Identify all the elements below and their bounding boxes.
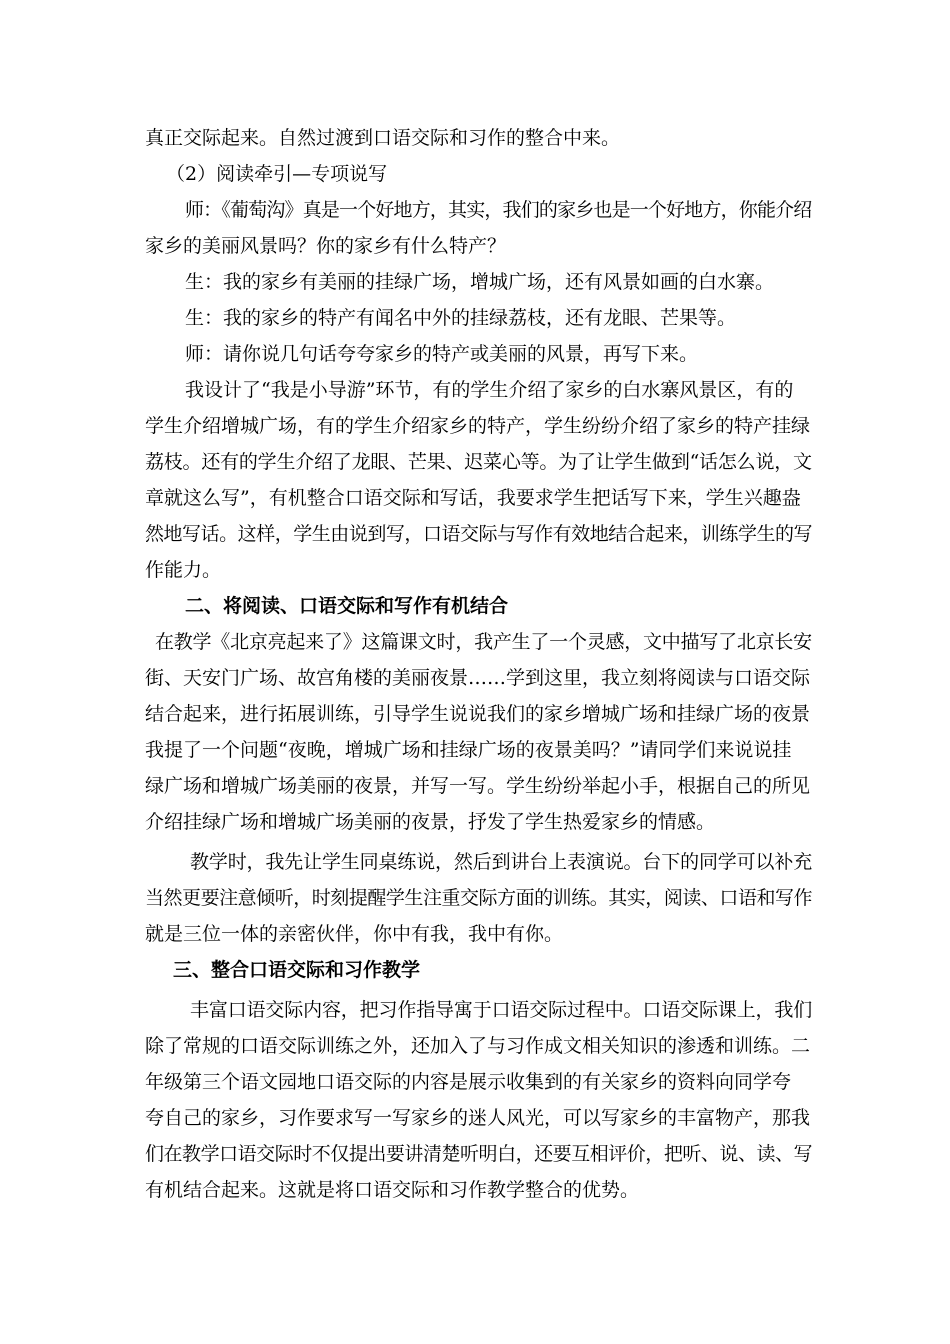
section-heading-3: 三、整合口语交际和习作教学 xyxy=(173,959,421,981)
paragraph-line: 作能力。 xyxy=(145,559,222,581)
paragraph-line: 学生介绍增城广场，有的学生介绍家乡的特产，学生纷纷介绍了家乡的特产挂绿 xyxy=(145,415,811,437)
dialogue-line: 师：请你说几句话夸夸家乡的特产或美丽的风景，再写下来。 xyxy=(185,343,699,365)
dialogue-line: 家乡的美丽风景吗？你的家乡有什么特产？ xyxy=(145,235,507,257)
paragraph-line: 然地写话。这样，学生由说到写，口语交际与写作有效地结合起来，训练学生的写 xyxy=(145,523,813,545)
paragraph-line: 真正交际起来。自然过渡到口语交际和习作的整合中来。 xyxy=(145,127,621,149)
section-heading-2: 二、将阅读、口语交际和写作有机结合 xyxy=(185,595,509,617)
paragraph-line: 教学时，我先让学生同桌练说，然后到讲台上表演说。台下的同学可以补充 xyxy=(190,851,813,873)
paragraph-line: 除了常规的口语交际训练之外，还加入了与习作成文相关知识的渗透和训练。二 xyxy=(145,1035,811,1057)
paragraph-line: 当然更要注意倾听，时刻提醒学生注重交际方面的训练。其实，阅读、口语和写作 xyxy=(145,887,813,909)
paragraph-line: 介绍挂绿广场和增城广场美丽的夜景，抒发了学生热爱家乡的情感。 xyxy=(145,811,716,833)
paragraph-line: 们在教学口语交际时不仅提出要讲清楚听明白，还要互相评价，把听、说、读、写 xyxy=(145,1143,813,1165)
dialogue-line: 生：我的家乡有美丽的挂绿广场，增城广场，还有风景如画的白水寨。 xyxy=(185,271,775,293)
paragraph-line: 夸自己的家乡，习作要求写一写家乡的迷人风光，可以写家乡的丰富物产，那我 xyxy=(145,1107,811,1129)
paragraph-line: 就是三位一体的亲密伙伴，你中有我，我中有你。 xyxy=(145,923,564,945)
paragraph-line: 有机结合起来。这就是将口语交际和习作教学整合的优势。 xyxy=(145,1179,640,1201)
paragraph-line: 绿广场和增城广场美丽的夜景，并写一写。学生纷纷举起小手，根据自己的所见 xyxy=(145,775,811,797)
paragraph-line: 我设计了“我是小导游”环节，有的学生介绍了家乡的白水寨风景区，有的 xyxy=(185,379,794,401)
dialogue-line: 师：《葡萄沟》真是一个好地方，其实，我们的家乡也是一个好地方，你能介绍 xyxy=(185,199,812,221)
paragraph-line: 在教学《北京亮起来了》这篇课文时，我产生了一个灵感，文中描写了北京长安 xyxy=(155,631,812,653)
subsection-heading: （2）阅读牵引—专项说写 xyxy=(166,163,388,185)
paragraph-line: 章就这么写”，有机整合口语交际和写话，我要求学生把话写下来，学生兴趣盎 xyxy=(145,487,801,509)
dialogue-line: 生：我的家乡的特产有闻名中外的挂绿荔枝，还有龙眼、芒果等。 xyxy=(185,307,737,329)
paragraph-line: 荔枝。还有的学生介绍了龙眼、芒果、迟菜心等。为了让学生做到“话怎么说，文 xyxy=(145,451,812,473)
paragraph-line: 结合起来，进行拓展训练，引导学生说说我们的家乡增城广场和挂绿广场的夜景 xyxy=(145,703,811,725)
paragraph-line: 街、天安门广场、故宫角楼的美丽夜景……学到这里，我立刻将阅读与口语交际 xyxy=(145,667,811,689)
paragraph-line: 我提了一个问题“夜晚，增城广场和挂绿广场的夜景美吗？”请同学们来说说挂 xyxy=(145,739,792,761)
paragraph-line: 丰富口语交际内容，把习作指导寓于口语交际过程中。口语交际课上，我们 xyxy=(190,999,813,1021)
paragraph-line: 年级第三个语文园地口语交际的内容是展示收集到的有关家乡的资料向同学夸 xyxy=(145,1071,792,1093)
